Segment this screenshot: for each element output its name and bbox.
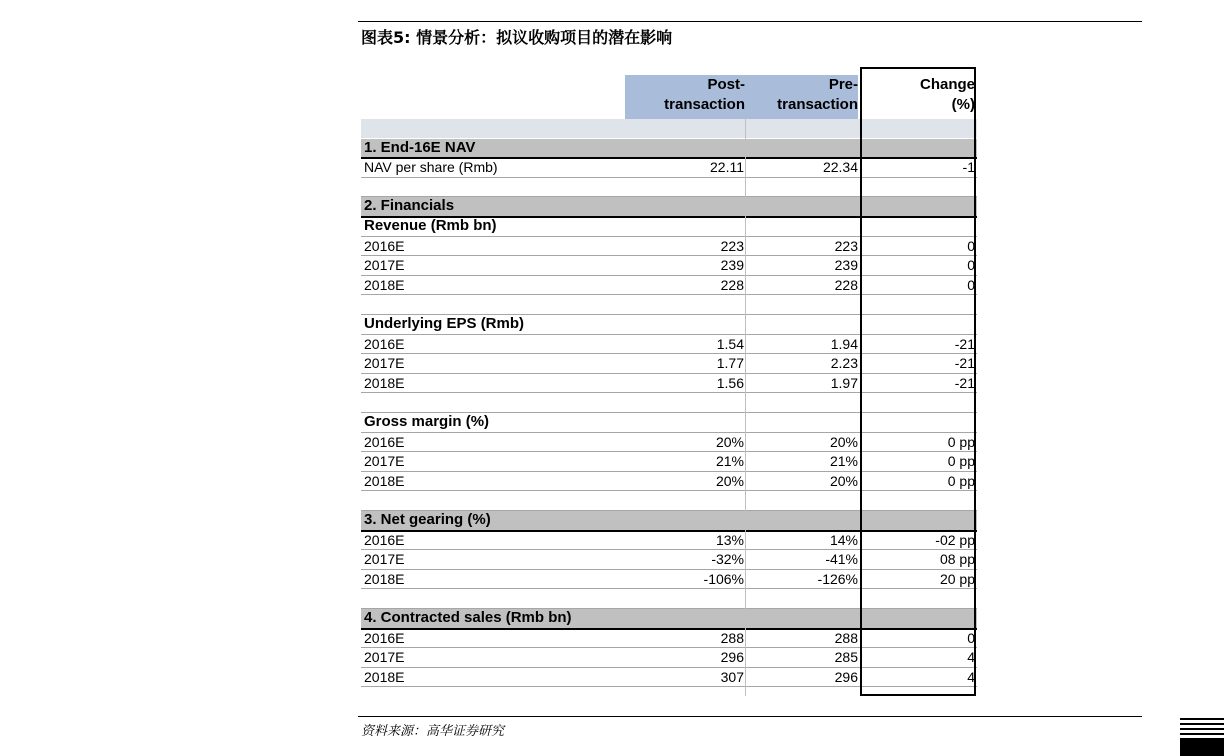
row-label: 2018E (364, 374, 405, 391)
change-value: -1 (962, 159, 975, 176)
post-transaction-value: 1.56 (716, 374, 744, 391)
pre-header-line2: transaction (777, 96, 858, 113)
change-value: 0 pp (947, 472, 975, 489)
post-transaction-value: 1.77 (716, 355, 744, 372)
pre-transaction-value: 21% (829, 453, 858, 470)
change-value: 0 pp (947, 433, 975, 450)
row-label: 2016E (364, 629, 405, 646)
pre-transaction-value: 14% (829, 531, 858, 548)
post-transaction-value: -106% (703, 570, 744, 587)
change-column-box (860, 67, 976, 696)
row-label: Underlying EPS (Rmb) (364, 315, 525, 332)
source-note: 资料来源：高华证券研究 (361, 724, 505, 739)
pre-header-line1: Pre- (828, 76, 858, 93)
row-label: 2016E (364, 531, 405, 548)
post-transaction-value: 228 (720, 276, 744, 293)
post-transaction-header (625, 75, 745, 119)
pre-transaction-value: 20% (829, 472, 858, 489)
change-value: 0 pp (947, 453, 975, 470)
bottom-rule (358, 716, 1142, 717)
pre-transaction-value: 20% (829, 433, 858, 450)
change-value: 4 (967, 668, 975, 685)
post-transaction-value: 20% (715, 472, 744, 489)
figure-title: 图表5: 情景分析：拟议收购项目的潜在影响 (361, 28, 673, 47)
pre-transaction-value: 1.97 (830, 374, 858, 391)
change-value: -02 pp (935, 531, 975, 548)
row-label: 1. End-16E NAV (364, 138, 476, 156)
change-value: 0 (967, 276, 975, 293)
post-transaction-value: 288 (720, 629, 744, 646)
row-label: 2017E (364, 649, 405, 666)
row-label: 2018E (364, 276, 405, 293)
row-label: 2018E (364, 668, 405, 685)
row-label: 2016E (364, 237, 405, 254)
row-label: Gross margin (%) (364, 413, 490, 430)
column-divider-pre (745, 119, 746, 696)
pre-transaction-value: 296 (834, 668, 858, 685)
post-transaction-value: 22.11 (710, 159, 744, 176)
pre-transaction-value: 1.94 (830, 335, 858, 352)
change-value: 0 (967, 237, 975, 254)
row-label: 2017E (364, 355, 405, 372)
change-value: 0 (967, 257, 975, 274)
pre-transaction-value: 285 (834, 649, 858, 666)
pre-transaction-header (745, 75, 858, 119)
change-header-line2: (%) (951, 96, 975, 113)
change-header-line1: Change (919, 76, 975, 93)
row-label: 2017E (364, 551, 405, 568)
pre-transaction-value: 288 (834, 629, 858, 646)
pre-transaction-value: 239 (834, 257, 858, 274)
pre-transaction-value: -41% (825, 551, 858, 568)
row-label: 2016E (364, 335, 405, 352)
row-label: 2017E (364, 453, 405, 470)
post-transaction-value: 223 (720, 237, 744, 254)
row-label: Revenue (Rmb bn) (364, 217, 497, 234)
row-label: 2018E (364, 472, 405, 489)
change-value: 08 pp (939, 551, 975, 568)
top-rule (358, 21, 1142, 22)
pre-transaction-value: 223 (834, 237, 858, 254)
row-label: 4. Contracted sales (Rmb bn) (364, 609, 572, 626)
post-transaction-value: 1.54 (716, 335, 744, 352)
post-transaction-value: 307 (720, 668, 744, 685)
change-value: -21 (954, 335, 975, 352)
row-label: 3. Net gearing (%) (364, 511, 491, 528)
post-transaction-value: -32% (711, 551, 744, 568)
pre-transaction-value: -126% (817, 570, 858, 587)
pre-transaction-value: 22.34 (822, 159, 858, 176)
pre-transaction-value: 228 (834, 276, 858, 293)
post-transaction-value: 13% (715, 531, 744, 548)
change-value: 0 (967, 629, 975, 646)
change-value: -21 (954, 374, 975, 391)
change-value: 4 (967, 649, 975, 666)
row-label: NAV per share (Rmb) (364, 159, 498, 176)
row-label: 2016E (364, 433, 405, 450)
change-value: 20 pp (939, 570, 975, 587)
post-header-line2: transaction (664, 96, 745, 113)
row-label: 2. Financials (364, 197, 455, 215)
post-transaction-value: 20% (715, 433, 744, 450)
pre-transaction-value: 2.23 (830, 355, 858, 372)
post-transaction-value: 21% (715, 453, 744, 470)
row-label: 2017E (364, 257, 405, 274)
corner-stripes-mark (1180, 718, 1224, 756)
post-transaction-value: 296 (720, 649, 744, 666)
row-label: 2018E (364, 570, 405, 587)
post-transaction-value: 239 (720, 257, 744, 274)
change-value: -21 (954, 355, 975, 372)
post-header-line1: Post- (707, 76, 745, 93)
